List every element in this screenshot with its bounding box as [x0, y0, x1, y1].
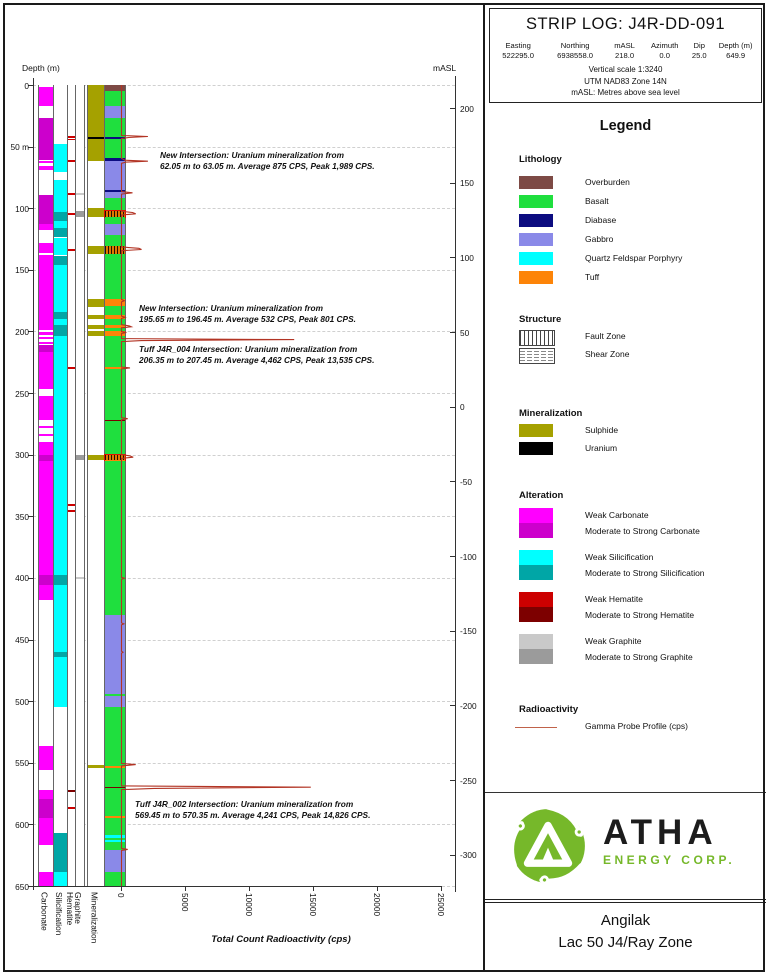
column-graphite: [75, 85, 85, 886]
lithology-interval: [105, 872, 125, 886]
legend-swatch-lith-0: [519, 176, 553, 189]
silicification-interval: [54, 312, 68, 319]
legend-label-lith-3: Gabbro: [585, 234, 614, 244]
page-title: STRIP LOG: J4R-DD-091: [525, 15, 726, 33]
lithology-interval: [105, 336, 125, 367]
masl-axis-line: [455, 76, 456, 892]
cps-tick-label: 15000: [308, 893, 318, 917]
alteration-label-weak-2: Weak Hematite: [585, 594, 643, 604]
carbonate-interval: [39, 332, 54, 334]
alteration-swatch-strong-3: [519, 649, 553, 664]
mineralization-interval: [88, 85, 105, 137]
depth-tick-label: 350: [15, 511, 29, 522]
masl-note: mASL: Metres above sea level: [571, 88, 680, 97]
legend-swatch-min-0: [519, 424, 553, 437]
silicification-interval: [54, 180, 68, 212]
carbonate-interval: [39, 166, 54, 170]
carbonate-interval: [39, 345, 54, 352]
cps-tick-label: 5000: [180, 893, 190, 912]
lithology-interval: [105, 224, 125, 235]
cps-tick: [441, 886, 442, 891]
carbonate-interval: [39, 461, 54, 576]
legend-section-alteration: Alteration: [519, 490, 564, 501]
cps-tick-label: 20000: [372, 893, 382, 917]
legend-label-min-1: Uranium: [585, 443, 618, 453]
mineralization-interval: [88, 139, 105, 161]
carbonate-interval: [39, 337, 54, 339]
masl-tick-label: 0: [460, 402, 465, 413]
depth-tick-label: 600: [15, 819, 29, 830]
silicification-interval: [54, 575, 68, 585]
lithology-interval: [105, 235, 125, 246]
masl-tick: [450, 332, 455, 333]
carbonate-interval: [39, 575, 54, 585]
field-depth: Depth (m) 649.9: [718, 41, 753, 60]
cps-tick-label: 0: [116, 893, 126, 898]
masl-tick: [450, 855, 455, 856]
carbonate-interval: [39, 342, 54, 344]
lithology-interval: [105, 217, 125, 224]
intersection-annotation: New Intersection: Uranium mineralization from 195.65 m to 196.45 m. Average 532 CPS, Peak 801 CPS.: [139, 303, 356, 324]
alteration-label-strong-2: Moderate to Strong Hematite: [585, 610, 695, 620]
silicification-interval: [54, 221, 68, 228]
masl-tick-label: 150: [460, 178, 474, 189]
masl-tick: [450, 183, 455, 184]
carbonate-interval: [39, 426, 54, 428]
lithology-interval: [105, 161, 125, 190]
legend-section-mineralization: Mineralization: [519, 408, 583, 419]
depth-axis-title: Depth (m): [22, 63, 60, 73]
masl-tick-label: -150: [460, 626, 477, 637]
legend-title: Legend: [599, 118, 652, 134]
silicification-interval: [54, 212, 68, 221]
legend-label-shear: Shear Zone: [585, 349, 630, 359]
carbonate-interval: [39, 224, 54, 230]
legend-swatch-lith-4: [519, 252, 553, 265]
silicification-interval: [54, 872, 68, 886]
cps-tick: [249, 886, 250, 891]
column-label-graphite: Graphite: [73, 892, 83, 924]
legend-swatch-lith-3: [519, 233, 553, 246]
silicification-interval: [54, 336, 68, 575]
depth-tick-label: 300: [15, 450, 29, 461]
lithology-interval: [105, 118, 125, 136]
masl-tick: [450, 481, 455, 482]
masl-tick-label: 200: [460, 103, 474, 114]
masl-tick: [450, 780, 455, 781]
lithology-interval: [105, 254, 125, 300]
mineralization-interval: [88, 246, 105, 253]
mineralization-interval: [88, 299, 105, 306]
carbonate-interval: [39, 872, 54, 886]
legend-label-lith-1: Basalt: [585, 196, 609, 206]
lithology-interval: [105, 461, 125, 614]
cps-tick: [121, 886, 122, 891]
masl-tick-label: -250: [460, 775, 477, 786]
mineralization-interval: [88, 765, 105, 767]
depth-tick-label: 450: [15, 635, 29, 646]
intersection-annotation: New Intersection: Uranium mineralization from 62.05 m to 63.05 m. Average 875 CPS, Peak 1,989 CPS.: [160, 150, 375, 171]
alteration-label-weak-1: Weak Silicification: [585, 552, 654, 562]
legend-section-structure: Structure: [519, 314, 562, 325]
cps-tick: [377, 886, 378, 891]
depth-tick-label: 250: [15, 388, 29, 399]
masl-tick: [450, 407, 455, 408]
zone-name: Lac 50 J4/Ray Zone: [558, 934, 693, 951]
cps-tick: [313, 886, 314, 891]
silicification-interval: [54, 585, 68, 652]
carbonate-interval: [39, 442, 54, 454]
header-notes: [490, 64, 761, 99]
legend-swatch-shear: [519, 348, 555, 364]
lithology-interval: [105, 198, 125, 210]
depth-tick-label: 650: [15, 881, 29, 892]
legend-label-min-0: Sulphide: [585, 425, 619, 435]
alteration-label-weak-0: Weak Carbonate: [585, 510, 649, 520]
carbonate-interval: [39, 790, 54, 799]
alteration-swatch-strong-0: [519, 523, 553, 538]
legend-label-lith-5: Tuff: [585, 272, 600, 282]
intersection-annotation: Tuff J4R_004 Intersection: Uranium mineralization from 206.35 m to 207.45 m. Average 4,462 CPS, Peak 13,535 CPS.: [139, 344, 375, 365]
legend-label-gamma: Gamma Probe Profile (cps): [585, 721, 688, 731]
alteration-swatch-weak-1: [519, 550, 553, 565]
masl-tick: [450, 556, 455, 557]
masl-tick-label: -50: [460, 476, 472, 487]
masl-tick: [450, 108, 455, 109]
silicification-interval: [54, 657, 68, 708]
alteration-swatch-strong-1: [519, 565, 553, 580]
silicification-interval: [54, 228, 68, 237]
graphite-interval: [76, 211, 84, 217]
mineralization-interval: [88, 455, 105, 460]
carbonate-interval: [39, 396, 54, 421]
silicification-interval: [54, 833, 68, 872]
legend-swatch-fault: [519, 330, 555, 346]
alteration-swatch-weak-3: [519, 634, 553, 649]
legend-section-radioactivity: Radioactivity: [519, 704, 579, 715]
field-azimuth: Azimuth 0.0: [650, 41, 679, 60]
masl-axis-title: mASL: [433, 63, 457, 73]
depth-tick-label: 200: [15, 326, 29, 337]
company-subtitle: ENERGY CORP.: [603, 853, 736, 867]
field-easting: Easting 522295.0: [502, 41, 534, 60]
depth-tick-label: 500: [15, 696, 29, 707]
lithology-interval: [105, 455, 125, 460]
cps-tick: [185, 886, 186, 891]
atha-logo-icon: [507, 805, 589, 892]
column-label-carbonate: Carbonate: [39, 892, 50, 931]
carbonate-interval: [39, 87, 54, 105]
cps-tick-label: 10000: [244, 893, 254, 917]
legend-swatch-min-1: [519, 442, 553, 455]
project-title-box: [485, 899, 766, 971]
lithology-interval: [105, 91, 125, 106]
lithology-interval: [105, 788, 125, 816]
project-name: Angilak: [600, 912, 651, 929]
depth-tick-label: 0: [24, 80, 29, 91]
field-masl: mASL 218.0: [614, 41, 635, 60]
company-logo-block: [485, 792, 766, 900]
depth-axis-line: [33, 78, 34, 890]
lithology-interval: [105, 421, 125, 454]
datum-note: UTM NAD83 Zone 14N: [584, 76, 667, 86]
lithology-interval: [105, 246, 125, 253]
legend-swatch-lith-5: [519, 271, 553, 284]
depth-tick-label: 100: [15, 203, 29, 214]
alteration-label-strong-1: Moderate to Strong Silicification: [585, 568, 705, 578]
carbonate-interval: [39, 255, 54, 330]
hole-summary-fields: [492, 41, 759, 61]
masl-tick-label: -200: [460, 700, 477, 711]
alteration-label-weak-3: Weak Graphite: [585, 636, 642, 646]
radioactivity-axis-title: Total Count Radioactivity (cps): [211, 934, 351, 945]
column-label-hematite: Hematite: [65, 892, 75, 926]
carbonate-interval: [39, 195, 54, 225]
info-panel: [483, 4, 766, 971]
hole-header-box: [489, 8, 762, 103]
lithology-interval: [105, 850, 125, 872]
lithology-interval: [105, 106, 125, 118]
depth-tick-label: 150: [15, 265, 29, 276]
masl-tick-label: -300: [460, 850, 477, 861]
graphite-interval: [76, 577, 84, 579]
carbonate-interval: [39, 243, 54, 253]
column-label-mineralization: Mineralization: [89, 892, 100, 944]
lithology-interval: [105, 818, 125, 836]
legend-swatch-lith-1: [519, 195, 553, 208]
carbonate-interval: [39, 118, 54, 160]
lithology-interval: [105, 306, 125, 316]
silicification-interval: [54, 325, 68, 336]
masl-tick-label: 100: [460, 252, 474, 263]
lithology-interval: [105, 139, 125, 157]
scale-note: Vertical scale 1:3240: [588, 65, 663, 74]
alteration-swatch-weak-2: [519, 592, 553, 607]
silicification-interval: [54, 256, 68, 265]
legend-label-lith-4: Quartz Feldspar Porphyry: [585, 253, 683, 263]
column-label-silicification: Silicification: [54, 892, 64, 936]
carbonate-interval: [39, 818, 54, 845]
lithology-interval: [105, 369, 125, 420]
field-dip: Dip 25.0: [691, 41, 707, 60]
carbonate-interval: [39, 799, 54, 819]
masl-tick: [450, 257, 455, 258]
alteration-swatch-weak-0: [519, 508, 553, 523]
mineralization-interval: [88, 315, 105, 319]
graphite-interval: [76, 193, 84, 195]
depth-tick-label: 550: [15, 758, 29, 769]
carbonate-interval: [39, 161, 54, 163]
gamma-profile-line: [122, 85, 311, 886]
legend-label-lith-0: Overburden: [585, 177, 630, 187]
legend-label-fault: Fault Zone: [585, 331, 626, 341]
lithology-interval: [105, 192, 125, 199]
silicification-interval: [54, 265, 68, 312]
masl-tick: [450, 705, 455, 706]
alteration-label-strong-0: Moderate to Strong Carbonate: [585, 526, 700, 536]
carbonate-interval: [39, 434, 54, 436]
carbonate-interval: [39, 746, 54, 771]
cps-axis-line: [33, 886, 441, 887]
lithology-interval: [105, 768, 125, 787]
depth-tick-label: 50 m: [10, 142, 29, 153]
legend-label-lith-2: Diabase: [585, 215, 617, 225]
lithology-interval: [105, 615, 125, 694]
lithology-interval: [105, 707, 125, 766]
company-name-block: [603, 815, 735, 867]
lithology-interval: [105, 696, 125, 707]
mineralization-interval: [88, 208, 105, 217]
carbonate-interval: [39, 352, 54, 389]
masl-tick: [450, 631, 455, 632]
field-northing: Northing 6938558.0: [557, 41, 594, 60]
cps-tick-label: 25000: [436, 893, 446, 917]
lithology-interval: [105, 842, 125, 850]
legend-gamma-line: [515, 727, 557, 728]
legend-swatch-lith-2: [519, 214, 553, 227]
graphite-interval: [76, 455, 84, 460]
silicification-interval: [54, 238, 68, 255]
legend-section-lithology: Lithology: [519, 154, 562, 165]
masl-tick-label: -100: [460, 551, 477, 562]
mineralization-interval: [88, 325, 105, 329]
silicification-interval: [54, 144, 68, 172]
column-lithology: [104, 85, 126, 886]
mineralization-interval: [88, 331, 105, 337]
intersection-annotation: Tuff J4R_002 Intersection: Uranium mineralization from 569.45 m to 570.35 m. Average 4,241 CPS, Peak 14,826 CPS.: [135, 799, 371, 820]
alteration-swatch-strong-2: [519, 607, 553, 622]
carbonate-interval: [39, 585, 54, 600]
alteration-label-strong-3: Moderate to Strong Graphite: [585, 652, 693, 662]
company-name: ATHA: [603, 813, 718, 852]
masl-tick-label: 50: [460, 327, 470, 338]
depth-tick-label: 400: [15, 573, 29, 584]
